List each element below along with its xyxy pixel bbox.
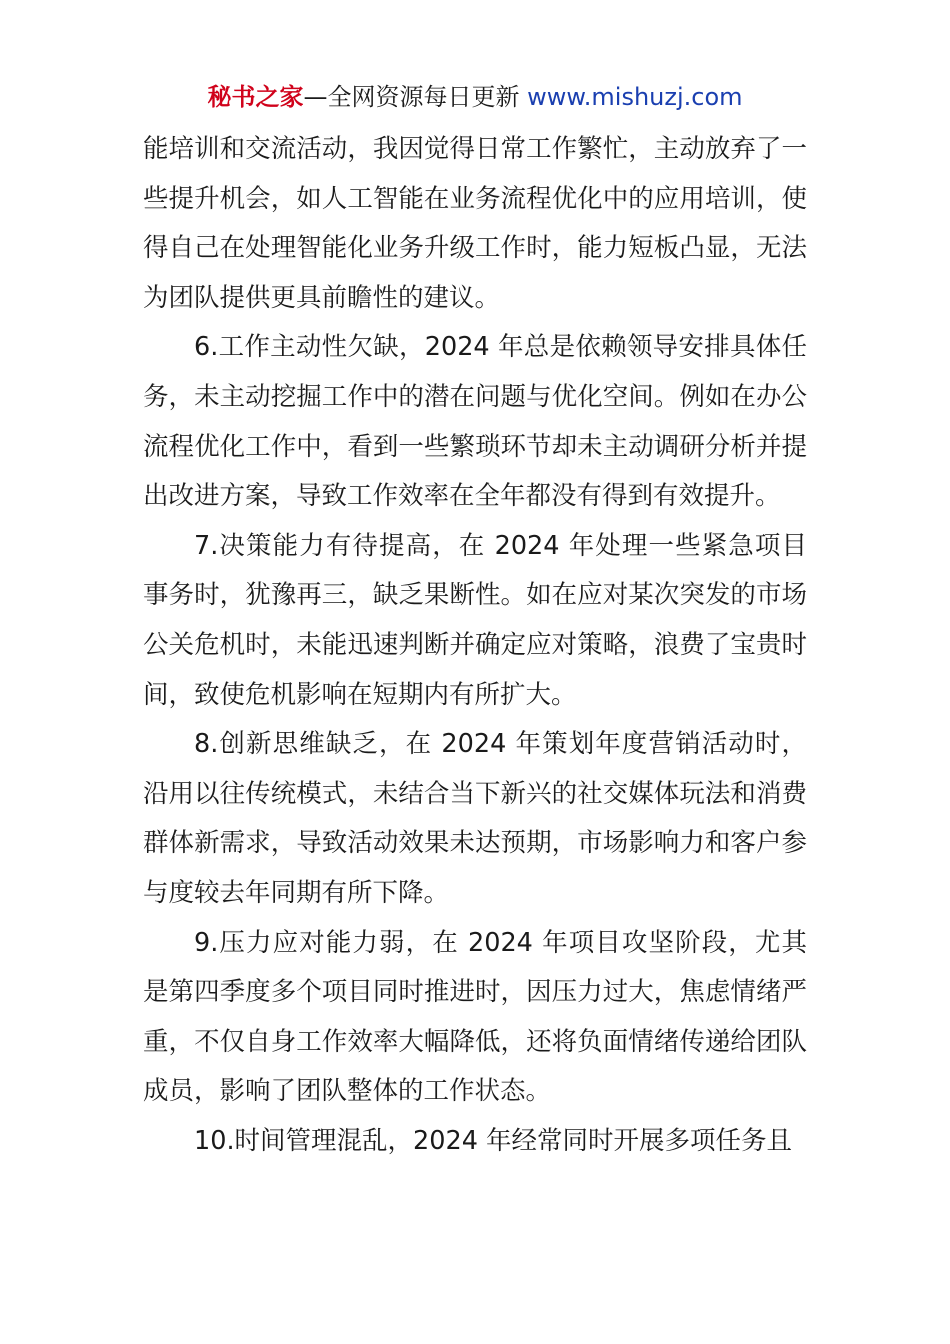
document-body xyxy=(143,125,807,1166)
page-header xyxy=(0,80,950,114)
paragraph-item-8: 8.创新思维缺乏，在 2024 年策划年度营销活动时，沿用以往传统模式，未结合当下新兴的社交媒体玩法和消费群体新需求，导致活动效果未达预期，市场影响力和客户参与度较去年同期有所下降。 xyxy=(143,729,807,908)
paragraph-item-7: 7.决策能力有待提高，在 2024 年处理一些紧急项目事务时，犹豫再三，缺乏果断性。如在应对某次突发的市场公关危机时，未能迅速判断并确定应对策略，浪费了宝贵时间，致使危机影响在短期内有所扩大。 xyxy=(143,530,807,710)
brand-name: 秘书之家 xyxy=(207,83,304,111)
paragraph-item-9: 9.压力应对能力弱，在 2024 年项目攻坚阶段，尤其是第四季度多个项目同时推进时，因压力过大，焦虑情绪严重，不仅自身工作效率大幅降低，还将负面情绪传递给团队成员，影响了团队整体的工作状态。 xyxy=(143,927,807,1107)
site-url[interactable]: www.mishuzj.com xyxy=(527,83,743,111)
paragraph-continuation: 能培训和交流活动，我因觉得日常工作繁忙，主动放弃了一些提升机会，如人工智能在业务流程优化中的应用培训，使得自己在处理智能化业务升级工作时，能力短板凸显，无法为团队提供更具前瞻性的建议。 xyxy=(143,134,807,313)
header-slogan: —全网资源每日更新 xyxy=(303,83,520,111)
paragraph-item-6: 6.工作主动性欠缺，2024 年总是依赖领导安排具体任务，未主动挖掘工作中的潜在问题与优化空间。例如在办公流程优化工作中，看到一些繁琐环节却未主动调研分析并提出改进方案，导致工作效率在全年都没有得到有效提升。 xyxy=(143,332,807,512)
paragraph-item-10: 10.时间管理混乱，2024 年经常同时开展多项任务且 xyxy=(194,1125,793,1156)
